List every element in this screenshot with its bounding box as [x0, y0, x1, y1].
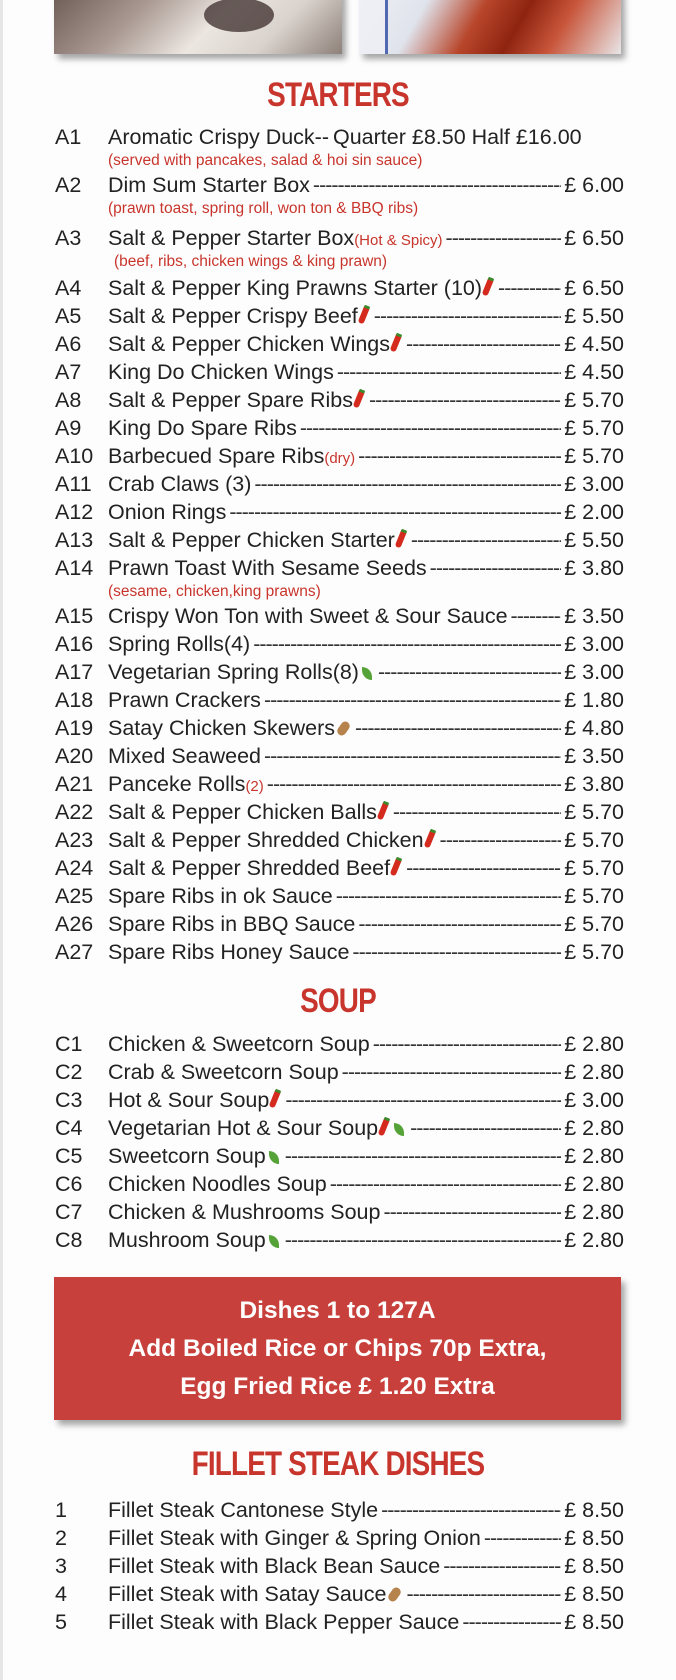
- item-price: £ 1.80: [564, 688, 624, 712]
- item-code: A27: [55, 940, 94, 964]
- item-line: [108, 386, 624, 414]
- dotted-leader: [253, 630, 561, 658]
- dotted-leader: [355, 714, 561, 742]
- chili-icon: [482, 277, 495, 297]
- item-code: A20: [55, 744, 94, 768]
- menu-item: [0, 554, 676, 582]
- vegetarian-leaf-icon: [269, 1151, 279, 1164]
- item-code: A12: [55, 500, 94, 524]
- item-tag: (dry): [324, 450, 356, 467]
- dotted-leader: [336, 882, 562, 910]
- chili-icon: [390, 333, 403, 353]
- menu-item: [0, 302, 676, 330]
- item-line: [108, 826, 624, 854]
- item-code: A26: [55, 912, 94, 936]
- item-name: Spare Ribs in ok Sauce: [108, 884, 333, 908]
- item-name: Satay Chicken Skewers: [108, 714, 352, 742]
- item-price: £ 2.00: [564, 500, 624, 524]
- menu-item: [0, 386, 676, 414]
- item-code: A2: [55, 173, 82, 197]
- item-code: C1: [55, 1032, 83, 1056]
- item-price: £ 5.70: [564, 800, 624, 824]
- menu-item: [0, 526, 676, 554]
- item-price: £ 5.70: [564, 912, 624, 936]
- item-price: £ 5.70: [564, 884, 624, 908]
- dotted-leader: [285, 1086, 561, 1114]
- item-price: £ 8.50: [564, 1554, 624, 1578]
- dotted-leader: [369, 386, 561, 414]
- item-note: [0, 252, 676, 272]
- chili-icon: [357, 305, 370, 325]
- item-name: Spring Rolls(4): [108, 632, 251, 656]
- menu-item: [0, 882, 676, 910]
- item-code: C7: [55, 1200, 83, 1224]
- item-line: [108, 1170, 624, 1198]
- menu-item: [0, 171, 676, 199]
- item-line: [108, 1496, 624, 1524]
- item-code: A6: [55, 332, 82, 356]
- item-code: A24: [55, 856, 94, 880]
- menu-item: [0, 686, 676, 714]
- item-name: Crab & Sweetcorn Soup: [108, 1060, 339, 1084]
- dotted-leader: [406, 330, 561, 358]
- item-code: A10: [55, 444, 94, 468]
- item-line: [108, 854, 624, 882]
- dotted-leader: [313, 171, 561, 199]
- menu-item: [0, 1142, 676, 1170]
- item-name: Salt & Pepper Shredded Beef: [108, 854, 403, 882]
- dotted-leader: [374, 302, 561, 330]
- item-note-text: (beef, ribs, chicken wings & king prawn): [114, 253, 388, 270]
- item-code: C2: [55, 1060, 83, 1084]
- menu-item: [0, 1198, 676, 1226]
- chili-icon: [377, 801, 390, 821]
- item-name: Hot & Sour Soup: [108, 1086, 282, 1114]
- item-code: C3: [55, 1088, 83, 1112]
- item-code: A23: [55, 828, 94, 852]
- item-note-text: (served with pancakes, salad & hoi sin sauce): [108, 152, 423, 169]
- item-line: [108, 123, 624, 151]
- chili-icon: [269, 1089, 282, 1109]
- item-price: £ 2.80: [564, 1144, 624, 1168]
- item-code: A7: [55, 360, 82, 384]
- item-code: A1: [55, 125, 82, 149]
- menu-item: [0, 798, 676, 826]
- item-line: [108, 658, 624, 686]
- peanut-icon: [387, 1586, 403, 1603]
- item-line: [108, 714, 624, 742]
- dotted-leader: [498, 274, 561, 302]
- item-name: Chicken & Sweetcorn Soup: [108, 1032, 370, 1056]
- item-price: £ 3.80: [564, 556, 624, 580]
- item-line: [108, 442, 624, 473]
- item-line: [108, 1524, 624, 1552]
- item-name: Sweetcorn Soup: [108, 1142, 282, 1170]
- chili-icon: [378, 1117, 391, 1137]
- item-name: Salt & Pepper Chicken Balls: [108, 798, 390, 826]
- item-line: [108, 798, 624, 826]
- menu-item: [0, 1086, 676, 1114]
- menu-item: [0, 274, 676, 302]
- dotted-leader: [484, 1524, 561, 1552]
- vegetarian-leaf-icon: [269, 1235, 279, 1248]
- item-price: £ 8.50: [564, 1610, 624, 1634]
- menu-item: [0, 658, 676, 686]
- peanut-icon: [336, 720, 352, 737]
- dotted-leader: [330, 1170, 562, 1198]
- dotted-leader: [378, 658, 561, 686]
- item-name: Salt & Pepper Crispy Beef: [108, 302, 371, 330]
- fillet-list: [0, 1496, 676, 1636]
- item-note: [0, 582, 676, 602]
- dotted-leader: [393, 798, 561, 826]
- item-line: [108, 470, 624, 498]
- menu-item: [0, 1496, 676, 1524]
- menu-item: [0, 224, 676, 252]
- item-line: [108, 1142, 624, 1170]
- item-code: A19: [55, 716, 94, 740]
- item-price: £ 2.80: [564, 1060, 624, 1084]
- item-code: A5: [55, 304, 82, 328]
- item-name: King Do Chicken Wings: [108, 360, 334, 384]
- item-code: A22: [55, 800, 94, 824]
- item-name: Dim Sum Starter Box: [108, 173, 310, 197]
- item-price: £ 3.00: [564, 472, 624, 496]
- item-tag: (2): [245, 778, 264, 795]
- dotted-leader: [430, 554, 562, 582]
- dotted-leader: [358, 910, 561, 938]
- item-code: 5: [55, 1610, 67, 1634]
- dotted-leader: [406, 854, 561, 882]
- banner-line-3: Egg Fried Rice £ 1.20 Extra: [180, 1373, 495, 1400]
- dotted-leader: [411, 526, 561, 554]
- item-name: Aromatic Crispy Duck--: [108, 125, 329, 149]
- item-price: £ 3.00: [564, 660, 624, 684]
- dotted-leader: [254, 470, 561, 498]
- item-code: A16: [55, 632, 94, 656]
- item-price: £ 5.50: [564, 528, 624, 552]
- item-line: [108, 1086, 624, 1114]
- menu-item: [0, 826, 676, 854]
- dotted-leader: [446, 224, 562, 252]
- item-code: C4: [55, 1116, 83, 1140]
- item-price: £ 3.00: [564, 1088, 624, 1112]
- menu-item: [0, 1170, 676, 1198]
- item-line: [108, 742, 624, 770]
- item-note-text: (prawn toast, spring roll, won ton & BBQ ribs): [108, 200, 419, 217]
- item-name: Salt & Pepper Spare Ribs: [108, 386, 366, 414]
- menu-item: [0, 1580, 676, 1608]
- vegetarian-leaf-icon: [394, 1123, 404, 1136]
- item-code: 4: [55, 1582, 67, 1606]
- soup-title: SOUP: [300, 982, 376, 1020]
- item-code: A13: [55, 528, 94, 552]
- dotted-leader: [358, 442, 561, 470]
- item-line: [108, 554, 624, 582]
- menu-item: [0, 442, 676, 470]
- dotted-leader: [267, 770, 561, 798]
- item-tag: (Hot & Spicy): [354, 232, 443, 249]
- item-line: [108, 882, 624, 910]
- item-price: £ 8.50: [564, 1498, 624, 1522]
- item-code: 1: [55, 1498, 67, 1522]
- dotted-leader: [229, 498, 561, 526]
- item-code: A21: [55, 772, 94, 796]
- item-line: [108, 414, 624, 442]
- menu-item: [0, 938, 676, 966]
- menu-item: [0, 1552, 676, 1580]
- menu-item: [0, 910, 676, 938]
- dotted-leader: [462, 1608, 561, 1636]
- item-price: £ 6.50: [564, 276, 624, 300]
- item-price: £ 5.50: [564, 304, 624, 328]
- menu-item: [0, 358, 676, 386]
- item-price: £ 5.70: [564, 444, 624, 468]
- item-name: Prawn Toast With Sesame Seeds: [108, 556, 427, 580]
- item-line: [108, 770, 624, 801]
- item-name: Crab Claws (3): [108, 472, 252, 496]
- item-code: A18: [55, 688, 94, 712]
- item-price: £ 5.70: [564, 940, 624, 964]
- item-name: Spare Ribs in BBQ Sauce: [108, 912, 356, 936]
- item-price: £ 2.80: [564, 1172, 624, 1196]
- soup-list: [0, 1030, 676, 1254]
- item-name: Mixed Seaweed: [108, 744, 261, 768]
- menu-item: [0, 470, 676, 498]
- item-line: [108, 1114, 624, 1142]
- item-price: £ 2.80: [564, 1228, 624, 1252]
- menu-item: [0, 1114, 676, 1142]
- item-price: £ 8.50: [564, 1526, 624, 1550]
- item-price: £ 6.50: [564, 226, 624, 250]
- banner-line-1: Dishes 1 to 127A: [239, 1297, 436, 1324]
- item-line: [108, 1580, 624, 1608]
- item-line: [108, 171, 624, 199]
- item-code: A15: [55, 604, 94, 628]
- item-line: [108, 1030, 624, 1058]
- item-code: A9: [55, 416, 82, 440]
- dotted-leader: [264, 686, 561, 714]
- item-code: 3: [55, 1554, 67, 1578]
- item-line: [108, 526, 624, 554]
- fillet-title: FILLET STEAK DISHES: [191, 1445, 485, 1483]
- menu-item: [0, 1030, 676, 1058]
- item-price: £ 4.50: [564, 332, 624, 356]
- item-price: £ 4.50: [564, 360, 624, 384]
- item-line: [108, 630, 624, 658]
- dotted-leader: [406, 1580, 561, 1608]
- menu-item: [0, 602, 676, 630]
- dotted-leader: [381, 1496, 561, 1524]
- dotted-leader: [443, 1552, 561, 1580]
- item-line: [108, 358, 624, 386]
- item-code: A14: [55, 556, 94, 580]
- dotted-leader: [410, 1114, 561, 1142]
- chili-icon: [390, 857, 403, 877]
- item-price: Quarter £8.50 Half £16.00: [333, 125, 582, 149]
- dotted-leader: [511, 602, 562, 630]
- item-price: £ 3.50: [564, 744, 624, 768]
- item-line: [108, 1198, 624, 1226]
- item-code: C6: [55, 1172, 83, 1196]
- menu-item: [0, 630, 676, 658]
- menu-item: [0, 498, 676, 526]
- item-name: Salt & Pepper Chicken Starter: [108, 526, 408, 554]
- menu-item: [0, 1608, 676, 1636]
- item-code: 2: [55, 1526, 67, 1550]
- item-price: £ 8.50: [564, 1582, 624, 1606]
- menu-item: [0, 854, 676, 882]
- item-line: [108, 274, 624, 302]
- dotted-leader: [342, 1058, 562, 1086]
- item-price: £ 3.50: [564, 604, 624, 628]
- item-price: £ 5.70: [564, 388, 624, 412]
- dotted-leader: [300, 414, 561, 442]
- chili-icon: [423, 829, 436, 849]
- menu-item: [0, 742, 676, 770]
- banner-line-2: Add Boiled Rice or Chips 70p Extra,: [128, 1335, 547, 1362]
- item-price: £ 5.70: [564, 416, 624, 440]
- chili-icon: [353, 389, 366, 409]
- item-price: £ 3.00: [564, 632, 624, 656]
- item-price: £ 5.70: [564, 856, 624, 880]
- chili-icon: [394, 529, 407, 549]
- item-name: Fillet Steak Cantonese Style: [108, 1498, 379, 1522]
- item-name: Barbecued Spare Ribs(dry): [108, 444, 356, 468]
- photo-chicken-wings: [359, 0, 621, 54]
- item-name: Spare Ribs Honey Sauce: [108, 940, 350, 964]
- item-name: Fillet Steak with Black Pepper Sauce: [108, 1610, 460, 1634]
- starters-list: [0, 123, 676, 966]
- item-note: [0, 199, 676, 219]
- item-note: [0, 151, 676, 171]
- item-line: [108, 938, 624, 966]
- menu-item: [0, 414, 676, 442]
- item-code: A3: [55, 226, 82, 250]
- menu-item: [0, 1058, 676, 1086]
- item-code: C8: [55, 1228, 83, 1252]
- item-line: [108, 686, 624, 714]
- item-note-text: (sesame, chicken,king prawns): [108, 583, 321, 600]
- item-line: [108, 1226, 624, 1254]
- dotted-leader: [383, 1198, 561, 1226]
- item-name: King Do Spare Ribs: [108, 416, 297, 440]
- item-name: Fillet Steak with Ginger & Spring Onion: [108, 1526, 481, 1550]
- item-code: A4: [55, 276, 82, 300]
- item-line: [108, 302, 624, 330]
- item-name: Fillet Steak with Satay Sauce: [108, 1580, 403, 1608]
- item-line: [108, 910, 624, 938]
- starters-title: STARTERS: [267, 76, 409, 114]
- item-name: Panceke Rolls(2): [108, 772, 264, 796]
- dotted-leader: [373, 1030, 561, 1058]
- item-code: A8: [55, 388, 82, 412]
- item-name: Chicken Noodles Soup: [108, 1172, 327, 1196]
- dotted-leader: [285, 1226, 561, 1254]
- dotted-leader: [264, 742, 561, 770]
- menu-item: [0, 330, 676, 358]
- item-name: Fillet Steak with Black Bean Sauce: [108, 1554, 441, 1578]
- item-price: £ 3.80: [564, 772, 624, 796]
- item-name: Mushroom Soup: [108, 1226, 282, 1254]
- item-code: C5: [55, 1144, 83, 1168]
- item-code: A25: [55, 884, 94, 908]
- menu-item: [0, 714, 676, 742]
- item-name: Crispy Won Ton with Sweet & Sour Sauce: [108, 604, 508, 628]
- item-price: £ 2.80: [564, 1032, 624, 1056]
- dotted-leader: [352, 938, 561, 966]
- item-name: Chicken & Mushrooms Soup: [108, 1200, 381, 1224]
- item-price: £ 5.70: [564, 828, 624, 852]
- item-line: [108, 1058, 624, 1086]
- item-code: A11: [55, 472, 92, 496]
- menu-item: [0, 1226, 676, 1254]
- extras-banner: [54, 1277, 621, 1420]
- item-name: Salt & Pepper Chicken Wings: [108, 330, 403, 358]
- item-line: [108, 498, 624, 526]
- menu-item: [0, 123, 676, 151]
- dotted-leader: [440, 826, 562, 854]
- item-name: Salt & Pepper Shredded Chicken: [108, 826, 437, 854]
- item-name: Prawn Crackers: [108, 688, 261, 712]
- photo-pancake-duck: [54, 0, 342, 54]
- menu-item: [0, 1524, 676, 1552]
- item-name: Vegetarian Hot & Sour Soup: [108, 1114, 407, 1142]
- item-line: [108, 330, 624, 358]
- item-line: [108, 224, 624, 255]
- menu-item: [0, 770, 676, 798]
- item-line: [108, 1608, 624, 1636]
- item-price: £ 2.80: [564, 1116, 624, 1140]
- item-name: Salt & Pepper Starter Box(Hot & Spicy): [108, 226, 443, 250]
- item-line: [108, 602, 624, 630]
- item-price: £ 2.80: [564, 1200, 624, 1224]
- item-name: Vegetarian Spring Rolls(8): [108, 658, 375, 686]
- item-code: A17: [55, 660, 94, 684]
- vegetarian-leaf-icon: [362, 667, 372, 680]
- dotted-leader: [285, 1142, 561, 1170]
- item-name: Salt & Pepper King Prawns Starter (10): [108, 274, 495, 302]
- dotted-leader: [337, 358, 561, 386]
- item-price: £ 6.00: [564, 173, 624, 197]
- item-name: Onion Rings: [108, 500, 227, 524]
- item-price: £ 4.80: [564, 716, 624, 740]
- item-line: [108, 1552, 624, 1580]
